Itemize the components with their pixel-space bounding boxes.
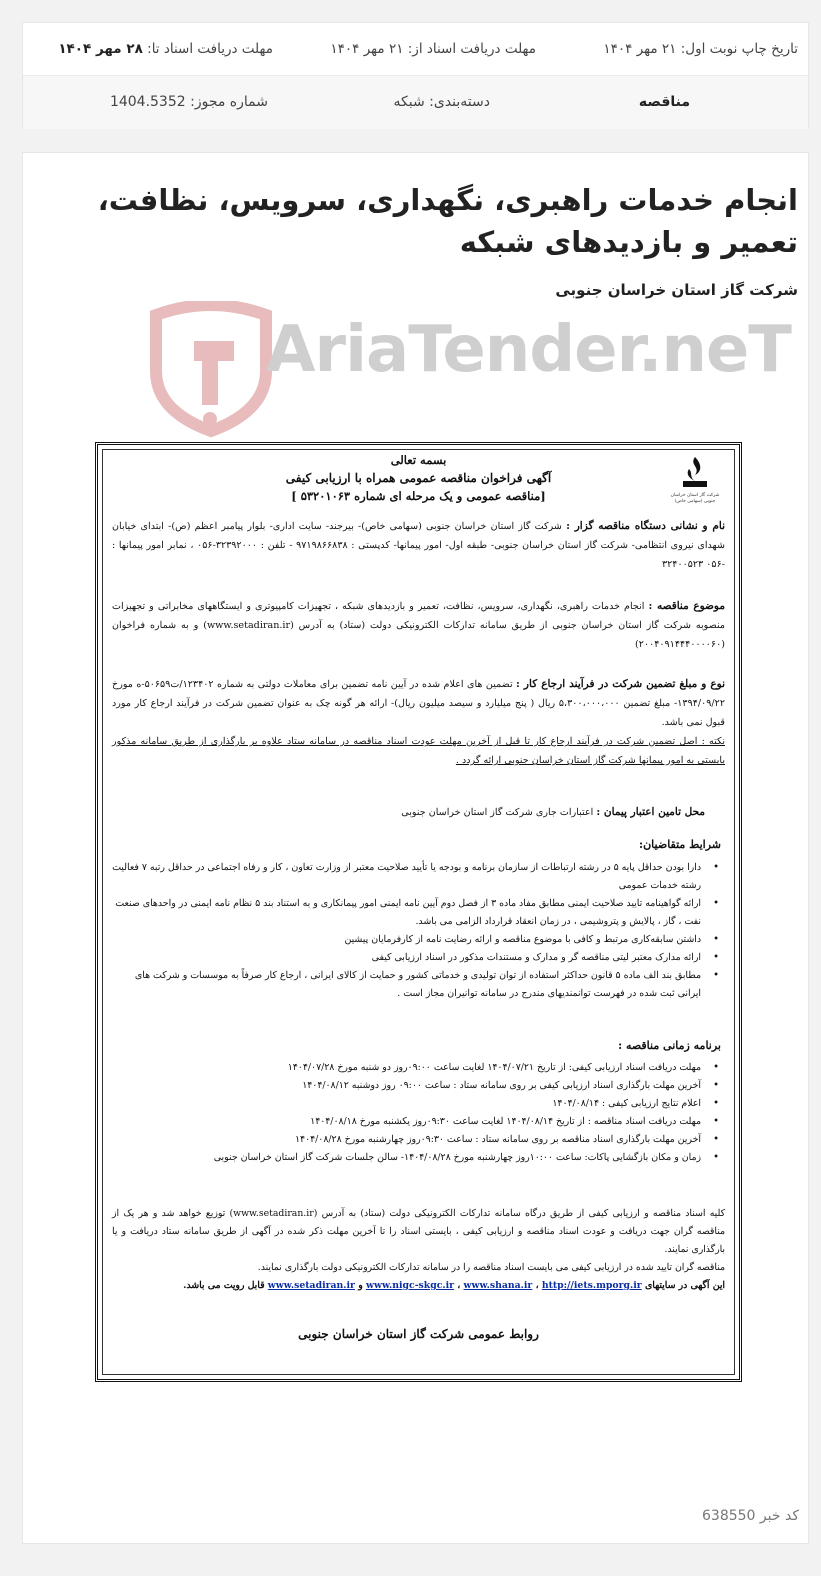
- list-item: • ارائه گواهینامه تایید صلاحیت ایمنی مطابق مفاد ماده ۳ از فصل دوم آیین نامه ایمنی امور پیمانکاری و به استناد بند ۵ نظام نامه ایمنی در واحدهای صنعت نفت ، گاز ، پالایش و پتروشیمی ، در زمان انعقاد قرارداد الزامی می باشد.: [112, 895, 701, 931]
- permit-label: شماره مجوز:: [190, 94, 268, 110]
- tender-info-card: [22, 22, 809, 128]
- list-item: • مهلت دریافت اسناد ارزیابی کیفی: از تاریخ ۱۴۰۴/۰۷/۲۱ لغایت ساعت ۰۹:۰۰روز دو شنبه مورخ ۱۴۰۴/۰۷/۲۸: [112, 1059, 701, 1077]
- list-item: • آخرین مهلت بارگذاری اسناد مناقصه بر روی سامانه ستاد : ساعت ۰۹:۳۰روز چهارشنبه مورخ ۱۴۰۴/۰۸/۲۸: [112, 1131, 701, 1149]
- section-text: شرکت گاز استان خراسان جنوبی (سهامی خاص)- بیرجند- سایت اداری- بلوار پیامبر اعظم (ص)- ابتدای خیابان شهدای نیروی انتظامی- شرکت گاز استان خراسان جنوبی- طبقه اول- امور پیمانها- کدپستی : ۹۷۱۹۸۶۶۸۳۸ - تلفن : ۳۲۳۹۲۰۰۰-۰۵۶ ، نمابر امور پیمانها : -۰۵۶ ۳۲۴۰۰۵۲۳: [112, 521, 725, 570]
- print-date-label: تاریخ چاپ نوبت اول:: [680, 41, 798, 57]
- receive-from-label: مهلت دریافت اسناد از:: [407, 41, 536, 57]
- closing-text: [112, 1205, 725, 1295]
- news-code-label: کد خبر: [759, 1508, 799, 1524]
- section-text: انجام خدمات راهبری، نگهداری، سرویس، نظافت، تعمیر و بازدیدهای شبکه ، تجهیزات کامپیوتری و ایستگاههای مخابراتی و تجهیزات منصوبه شرکت گاز استان خراسان جنوبی از طریق سامانه تدارکات الکترونیکی دولت (ستاد) به آدرس (www.setadiran.ir) و به شماره فراخوان (۲۰۰۴۰۹۱۴۴۴۰۰۰۰۶۰): [112, 601, 725, 650]
- document-heading: آگهی فراخوان مناقصه عمومی همراه با ارزیابی کیفی: [285, 471, 552, 485]
- receive-to-label: مهلت دریافت اسناد تا:: [147, 41, 273, 57]
- link-nigc-skgc[interactable]: www.nigc-skgc.ir: [365, 1280, 455, 1291]
- schedule-list: [112, 1059, 725, 1167]
- list-item: • داشتن سابقه‌کاری مرتبط و کافی با موضوع مناقصه و ارائه رضایت نامه از کارفرمایان پیشین: [112, 931, 701, 949]
- watermark-logo-icon: [146, 301, 276, 441]
- category-value[interactable]: شبکه: [393, 94, 425, 110]
- bismillah: بسمه تعالی: [390, 453, 447, 467]
- watermark: [146, 301, 791, 441]
- list-item: • آخرین مهلت بارگذاری اسناد ارزیابی کیفی بر روی سامانه ستاد : ساعت ۰۹:۰۰ روز دوشنبه ۱۴۰۴/۰۸/۱۲: [112, 1077, 701, 1095]
- list-item: • مطابق بند الف ماده ۵ قانون حداکثر استفاده از توان تولیدی و خدماتی کشور و حمایت از کالای ایرانی ، ارجاع کار صرفاً به موسسات و شرکت های ایرانی ثبت شده در فهرست توانمندیهای مندرج در سامانه توانیران مجاز است .: [112, 967, 701, 1003]
- list-item: • مهلت دریافت اسناد مناقصه : از تاریخ ۱۴۰۴/۰۸/۱۴ لغایت ساعت ۰۹:۳۰روز یکشنبه مورخ ۱۴۰۴/۰۸/۱۸: [112, 1113, 701, 1131]
- document-subheading: [مناقصه عمومی و یک مرحله ای شماره ۵۳۲۰۱۰۶۳ ]: [291, 489, 546, 503]
- section-tender-organizer: [112, 517, 725, 574]
- conditions-list: [112, 859, 725, 1003]
- guarantee-note: نکته : اصل تضمین شرکت در فرآیند ارجاع کار تا قبل از آخرین مهلت عودت اسناد مناقصه در سامانه ستاد علاوه بر بارگذاری از طریق سامانه مذکور بایستی به امور پیمانها شرکت گاز استان خراسان جنوبی ارائه گردد .: [112, 736, 725, 766]
- closing-paragraph-3: این آگهی در سایتهای www.nigc-skgc.ir ، www.shana.ir ، http://iets.mporg.ir و www.setadiran.ir قابل رویت می باشد.: [183, 1280, 725, 1291]
- list-item: • ارائه مدارک معتبر لیتی مناقصه گر و مدارک و مستندات مذکور در اسناد ارزیابی کیفی: [112, 949, 701, 967]
- logo-caption: شرکت گاز استان خراسان جنوبی (سهامی خاص): [670, 493, 720, 504]
- list-item: • اعلام نتایج ارزیابی کیفی : ۱۴۰۴/۰۸/۱۴: [112, 1095, 701, 1113]
- public-relations-signature: روابط عمومی شرکت گاز استان خراسان جنوبی: [298, 1327, 539, 1341]
- document-header: [248, 453, 589, 503]
- list-item: • دارا بودن حداقل پایه ۵ در رشته ارتباطات از سازمان برنامه و بودجه یا تأیید صلاحیت معتبر از وزارت تعاون ، کار و رفاه اجتماعی در حداقل رتبه ۷ فعالیت رشته خدمات عمومی: [112, 859, 701, 895]
- tender-permit: [110, 94, 268, 110]
- section-title: موضوع مناقصه :: [648, 600, 725, 612]
- receive-to: [58, 41, 273, 57]
- news-code: [702, 1508, 799, 1524]
- nigc-logo: [665, 455, 725, 503]
- closing-paragraph-2: مناقصه گران تایید شده در ارزیابی کیفی می بایست اسناد مناقصه را در سامانه تدارکات الکترونیکی دولت بارگذاری نمایند.: [257, 1262, 725, 1273]
- tender-dates-row: [23, 23, 808, 75]
- news-code-value: 638550: [702, 1508, 756, 1524]
- tender-category: [394, 94, 491, 110]
- section-funding: [112, 803, 725, 822]
- tender-detail-card: [22, 152, 809, 1544]
- receive-to-value: ۲۸ مهر ۱۴۰۴: [58, 41, 143, 57]
- category-label: دسته‌بندی:: [429, 94, 490, 110]
- link-shana[interactable]: www.shana.ir: [463, 1280, 533, 1291]
- tender-advertisement-image: [95, 442, 742, 1382]
- section-tender-subject: [112, 597, 725, 654]
- closing-paragraph-1: کلیه اسناد مناقصه و ارزیابی کیفی از طریق درگاه سامانه تدارکات الکترونیکی دولت (ستاد) به آدرس (www.setadiran.ir) توزیع خواهد شد و هر یک از مناقصه گران جهت دریافت و عودت اسناد مناقصه و ارزیابی کیفی ، بایستی اسناد را تا آخرین مهلت ذکر شده در آگهی از طریق سامانه ستاد دریافت و یا بارگذاری نمایند.: [112, 1208, 725, 1255]
- organization-name: شرکت گاز استان خراسان جنوبی: [555, 281, 798, 299]
- section-title: نام و نشانی دستگاه مناقصه گزار :: [566, 520, 725, 532]
- permit-value: 1404.5352: [109, 94, 186, 110]
- receive-from: [330, 41, 536, 57]
- receive-from-value: ۲۱ مهر ۱۴۰۴: [330, 41, 404, 57]
- link-setadiran[interactable]: www.setadiran.ir: [267, 1280, 355, 1291]
- section-title: محل تامین اعتبار پیمان :: [596, 806, 705, 818]
- link-iets[interactable]: http://iets.mporg.ir: [541, 1280, 642, 1291]
- list-item: • زمان و مکان بازگشایی پاکات: ساعت ۱۰:۰۰روز چهارشنبه مورخ ۱۴۰۴/۰۸/۲۸- سالن جلسات شرکت گاز استان خراسان جنوبی: [112, 1149, 701, 1167]
- tender-meta-row: [23, 75, 808, 129]
- section-title: نوع و مبلغ تضمین شرکت در فرآیند ارجاع کار :: [516, 678, 725, 690]
- watermark-text: AriaTender.neT: [266, 313, 791, 387]
- closing-pre: این آگهی در سایتهای: [644, 1280, 725, 1291]
- section-text: تضمین های اعلام شده در آیین نامه تضمین برای معاملات دولتی به شماره ۱۲۳۴۰۲/ت۵۰۶۵۹-ه مورخ ۱۳۹۴/۰۹/۲۲- مبلغ تضمین ۵،۳۰۰،۰۰۰،۰۰۰ ریال ( پنج میلیارد و سیصد میلیون ریال)- ارائه هر گونه چک به عنوان تضمین شرکت در فرآیند ارجاع کار مورد قبول نمی باشد.: [112, 679, 725, 728]
- tender-type: مناقصه: [638, 94, 690, 110]
- closing-post: قابل رویت می باشد.: [183, 1280, 265, 1291]
- conditions-heading: شرایط متقاضیان:: [639, 838, 721, 851]
- print-date-value: ۲۱ مهر ۱۴۰۴: [603, 41, 677, 57]
- section-guarantee: [112, 675, 725, 770]
- page-title: انجام خدمات راهبری، نگهداری، سرویس، نظافت، تعمیر و بازدیدهای شبکه: [97, 183, 798, 259]
- section-text: اعتبارات جاری شرکت گاز استان خراسان جنوبی: [401, 807, 594, 818]
- print-date: [603, 41, 798, 57]
- schedule-heading: برنامه زمانی مناقصه :: [618, 1039, 721, 1052]
- flame-logo-icon: [675, 455, 715, 489]
